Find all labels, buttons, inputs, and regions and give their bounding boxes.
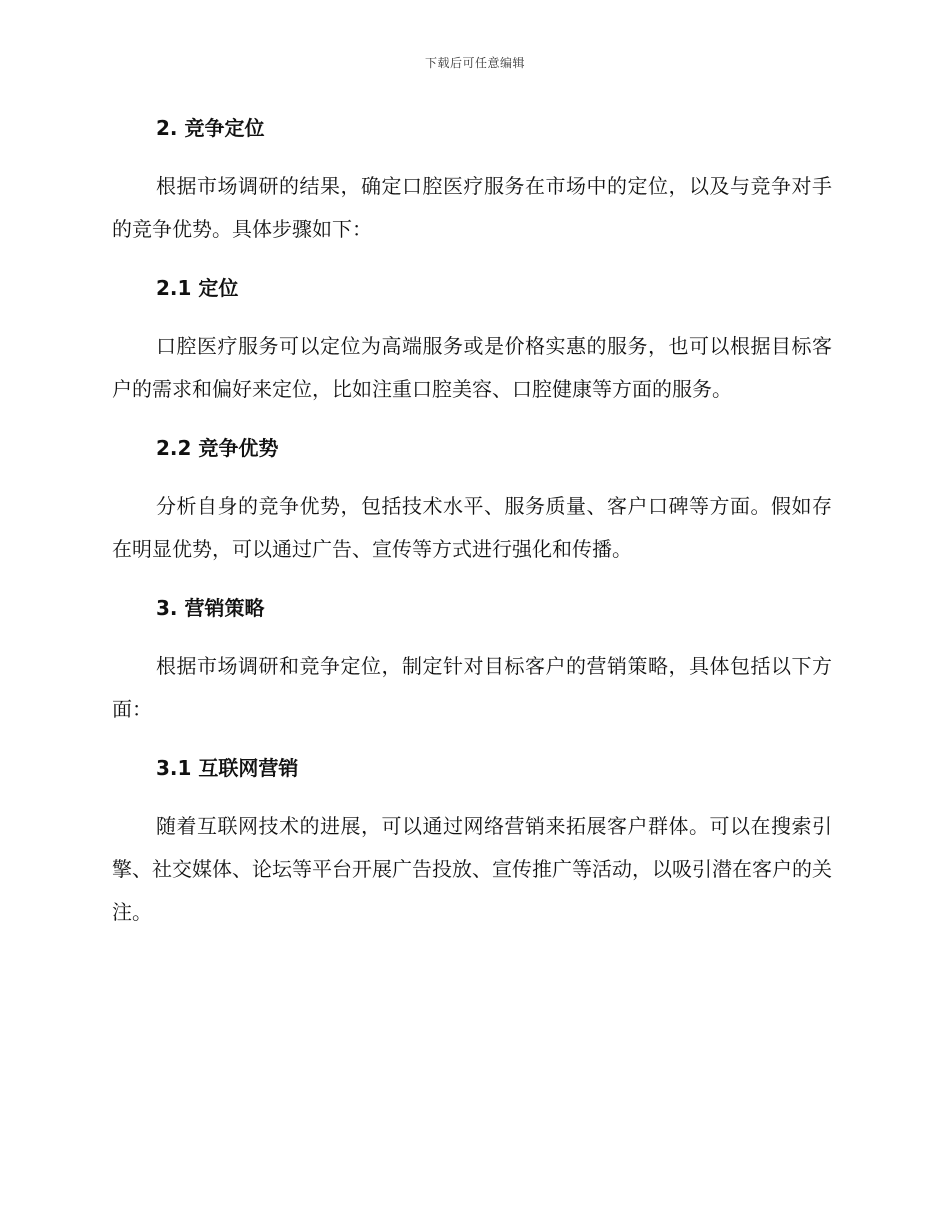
section-2-paragraph: 根据市场调研的结果，确定口腔医疗服务在市场中的定位，以及与竞争对手的竞争优势。具体步骤如下： xyxy=(112,174,832,241)
section-2-1-paragraph: 口腔医疗服务可以定位为高端服务或是价格实惠的服务，也可以根据目标客户的需求和偏好来定位，比如注重口腔美容、口腔健康等方面的服务。 xyxy=(112,334,832,401)
document-body xyxy=(112,108,832,934)
section-2-heading: 2. 竞争定位 xyxy=(156,116,265,140)
section-3-1-paragraph: 随着互联网技术的进展，可以通过网络营销来拓展客户群体。可以在搜索引擎、社交媒体、论坛等平台开展广告投放、宣传推广等活动，以吸引潜在客户的关注。 xyxy=(112,814,832,924)
section-3-heading: 3. 营销策略 xyxy=(156,596,265,620)
section-3-1-heading: 3.1 互联网营销 xyxy=(156,756,299,780)
section-3-paragraph: 根据市场调研和竞争定位，制定针对目标客户的营销策略，具体包括以下方面： xyxy=(112,654,832,721)
section-2-1-heading: 2.1 定位 xyxy=(156,276,239,300)
section-2-2-heading: 2.2 竞争优势 xyxy=(156,436,279,460)
section-2-2-paragraph: 分析自身的竞争优势，包括技术水平、服务质量、客户口碑等方面。假如存在明显优势，可以通过广告、宣传等方式进行强化和传播。 xyxy=(112,494,832,561)
header-note: 下载后可任意编辑 xyxy=(424,56,525,70)
